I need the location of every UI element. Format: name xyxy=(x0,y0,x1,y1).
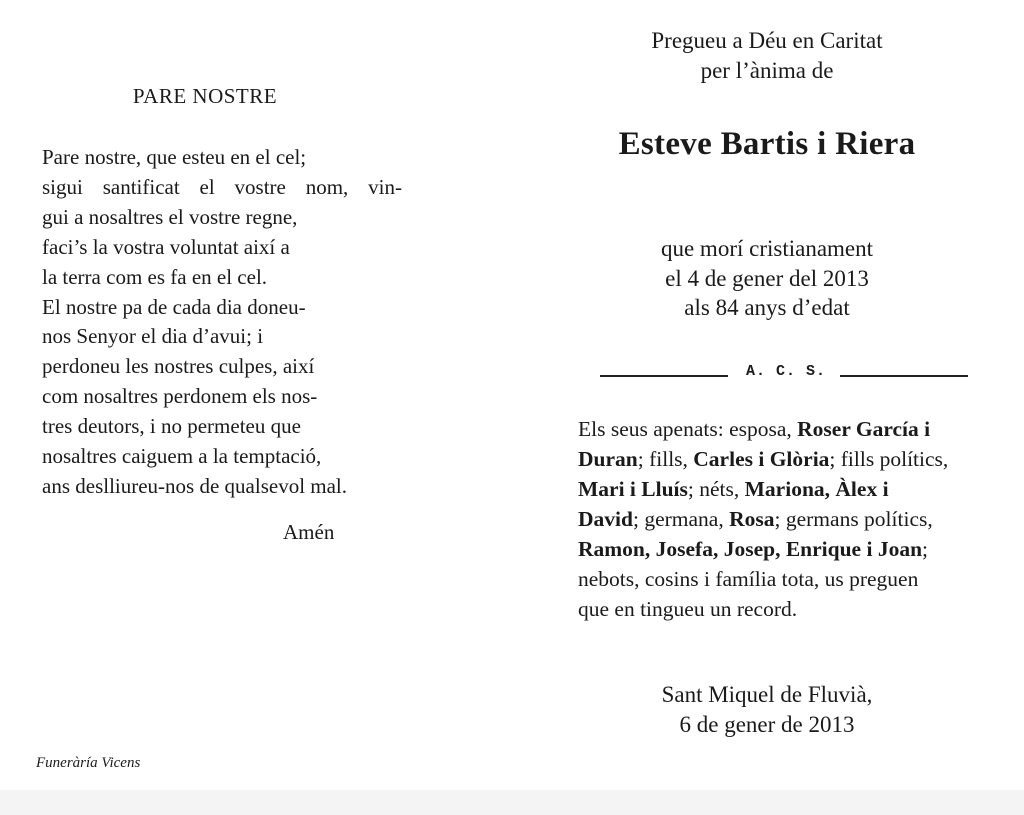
intro-line: Pregueu a Déu en Caritat xyxy=(651,28,883,53)
mourners-text-segment: ; xyxy=(922,537,929,561)
prayer-line: com nosaltres perdonem els nos- xyxy=(42,384,318,409)
place-line: Sant Miquel de Fluvià, xyxy=(661,682,873,707)
mourners-line xyxy=(578,444,1001,474)
prayer-line: nos Senyor el dia d’avui; i xyxy=(42,324,264,349)
mourner-names: David xyxy=(578,507,633,531)
mourners-text-segment: Els seus apenats: esposa, xyxy=(578,417,798,441)
mourner-names: Duran xyxy=(578,447,638,471)
scan-bottom-margin xyxy=(0,790,1024,815)
acs-divider xyxy=(600,363,970,389)
prayer-line: perdoneu les nostres culpes, així xyxy=(42,354,315,379)
mourners-line xyxy=(578,474,1001,504)
prayer-line: sigui santificat el vostre nom, vin- xyxy=(42,174,402,199)
amen-text: Amén xyxy=(283,520,335,544)
prayer-line: tres deutors, i no permeteu que xyxy=(42,414,301,439)
death-line: que morí cristianament xyxy=(660,236,874,261)
mourners-line xyxy=(578,414,1001,444)
prayer-title: PARE NOSTRE xyxy=(132,84,278,108)
prayer-line: nosaltres caiguem a la temptació, xyxy=(42,444,322,469)
mourner-names: Mariona, Àlex i xyxy=(744,477,889,501)
death-info xyxy=(510,234,1024,323)
mourners-line: que en tingueu un record. xyxy=(578,597,798,621)
mourners-text-segment: ; néts, xyxy=(687,477,745,501)
mourners-line xyxy=(578,504,1001,534)
date-line: 6 de gener de 2013 xyxy=(679,712,855,737)
death-line: el 4 de gener del 2013 xyxy=(665,265,869,291)
prayer-line: ans deslliureu-nos de qualsevol mal. xyxy=(42,473,348,498)
right-page xyxy=(510,0,1024,790)
prayer-line: El nostre pa de cada dia doneu- xyxy=(42,294,306,319)
divider-rule-right xyxy=(840,375,968,377)
mourner-names: Ramon, Josefa, Josep, Enrique i Joan xyxy=(578,537,923,561)
death-line: als 84 anys d’edat xyxy=(684,295,850,320)
prayer-line: la terra com es fa en el cel. xyxy=(42,264,268,289)
divider-rule-left xyxy=(600,375,728,377)
mourners-line: nebots, cosins i família tota, us preguen xyxy=(578,567,919,591)
funeral-home-credit: Funeràría Vicens xyxy=(36,755,141,771)
intro-line: per l’ànima de xyxy=(700,58,834,83)
mourner-names: Roser García i xyxy=(797,417,931,441)
deceased-name: Esteve Bartis i Riera xyxy=(618,126,916,162)
prayer-text xyxy=(42,143,402,502)
acs-text: A. C. S. xyxy=(745,363,826,380)
mourners-line xyxy=(578,534,1001,564)
mourner-names: Rosa xyxy=(729,507,775,531)
prayer-line: Pare nostre, que esteu en el cel; xyxy=(42,145,307,169)
place-and-date xyxy=(510,680,1024,740)
intro-text xyxy=(510,26,1024,86)
left-page xyxy=(0,0,510,790)
mourners-text-segment: ; germans polítics, xyxy=(774,507,933,531)
mourners-text-segment: ; germana, xyxy=(632,507,730,531)
prayer-line: faci’s la vostra voluntat així a xyxy=(42,234,290,259)
mourners-text-segment: ; fills polítics, xyxy=(829,447,949,471)
mourners-text-segment: ; fills, xyxy=(637,447,694,471)
mourners-text xyxy=(578,414,1001,624)
mourner-names: Carles i Glòria xyxy=(693,447,830,471)
mourner-names: Mari i Lluís xyxy=(578,477,688,501)
prayer-line: gui a nosaltres el vostre regne, xyxy=(42,204,298,229)
